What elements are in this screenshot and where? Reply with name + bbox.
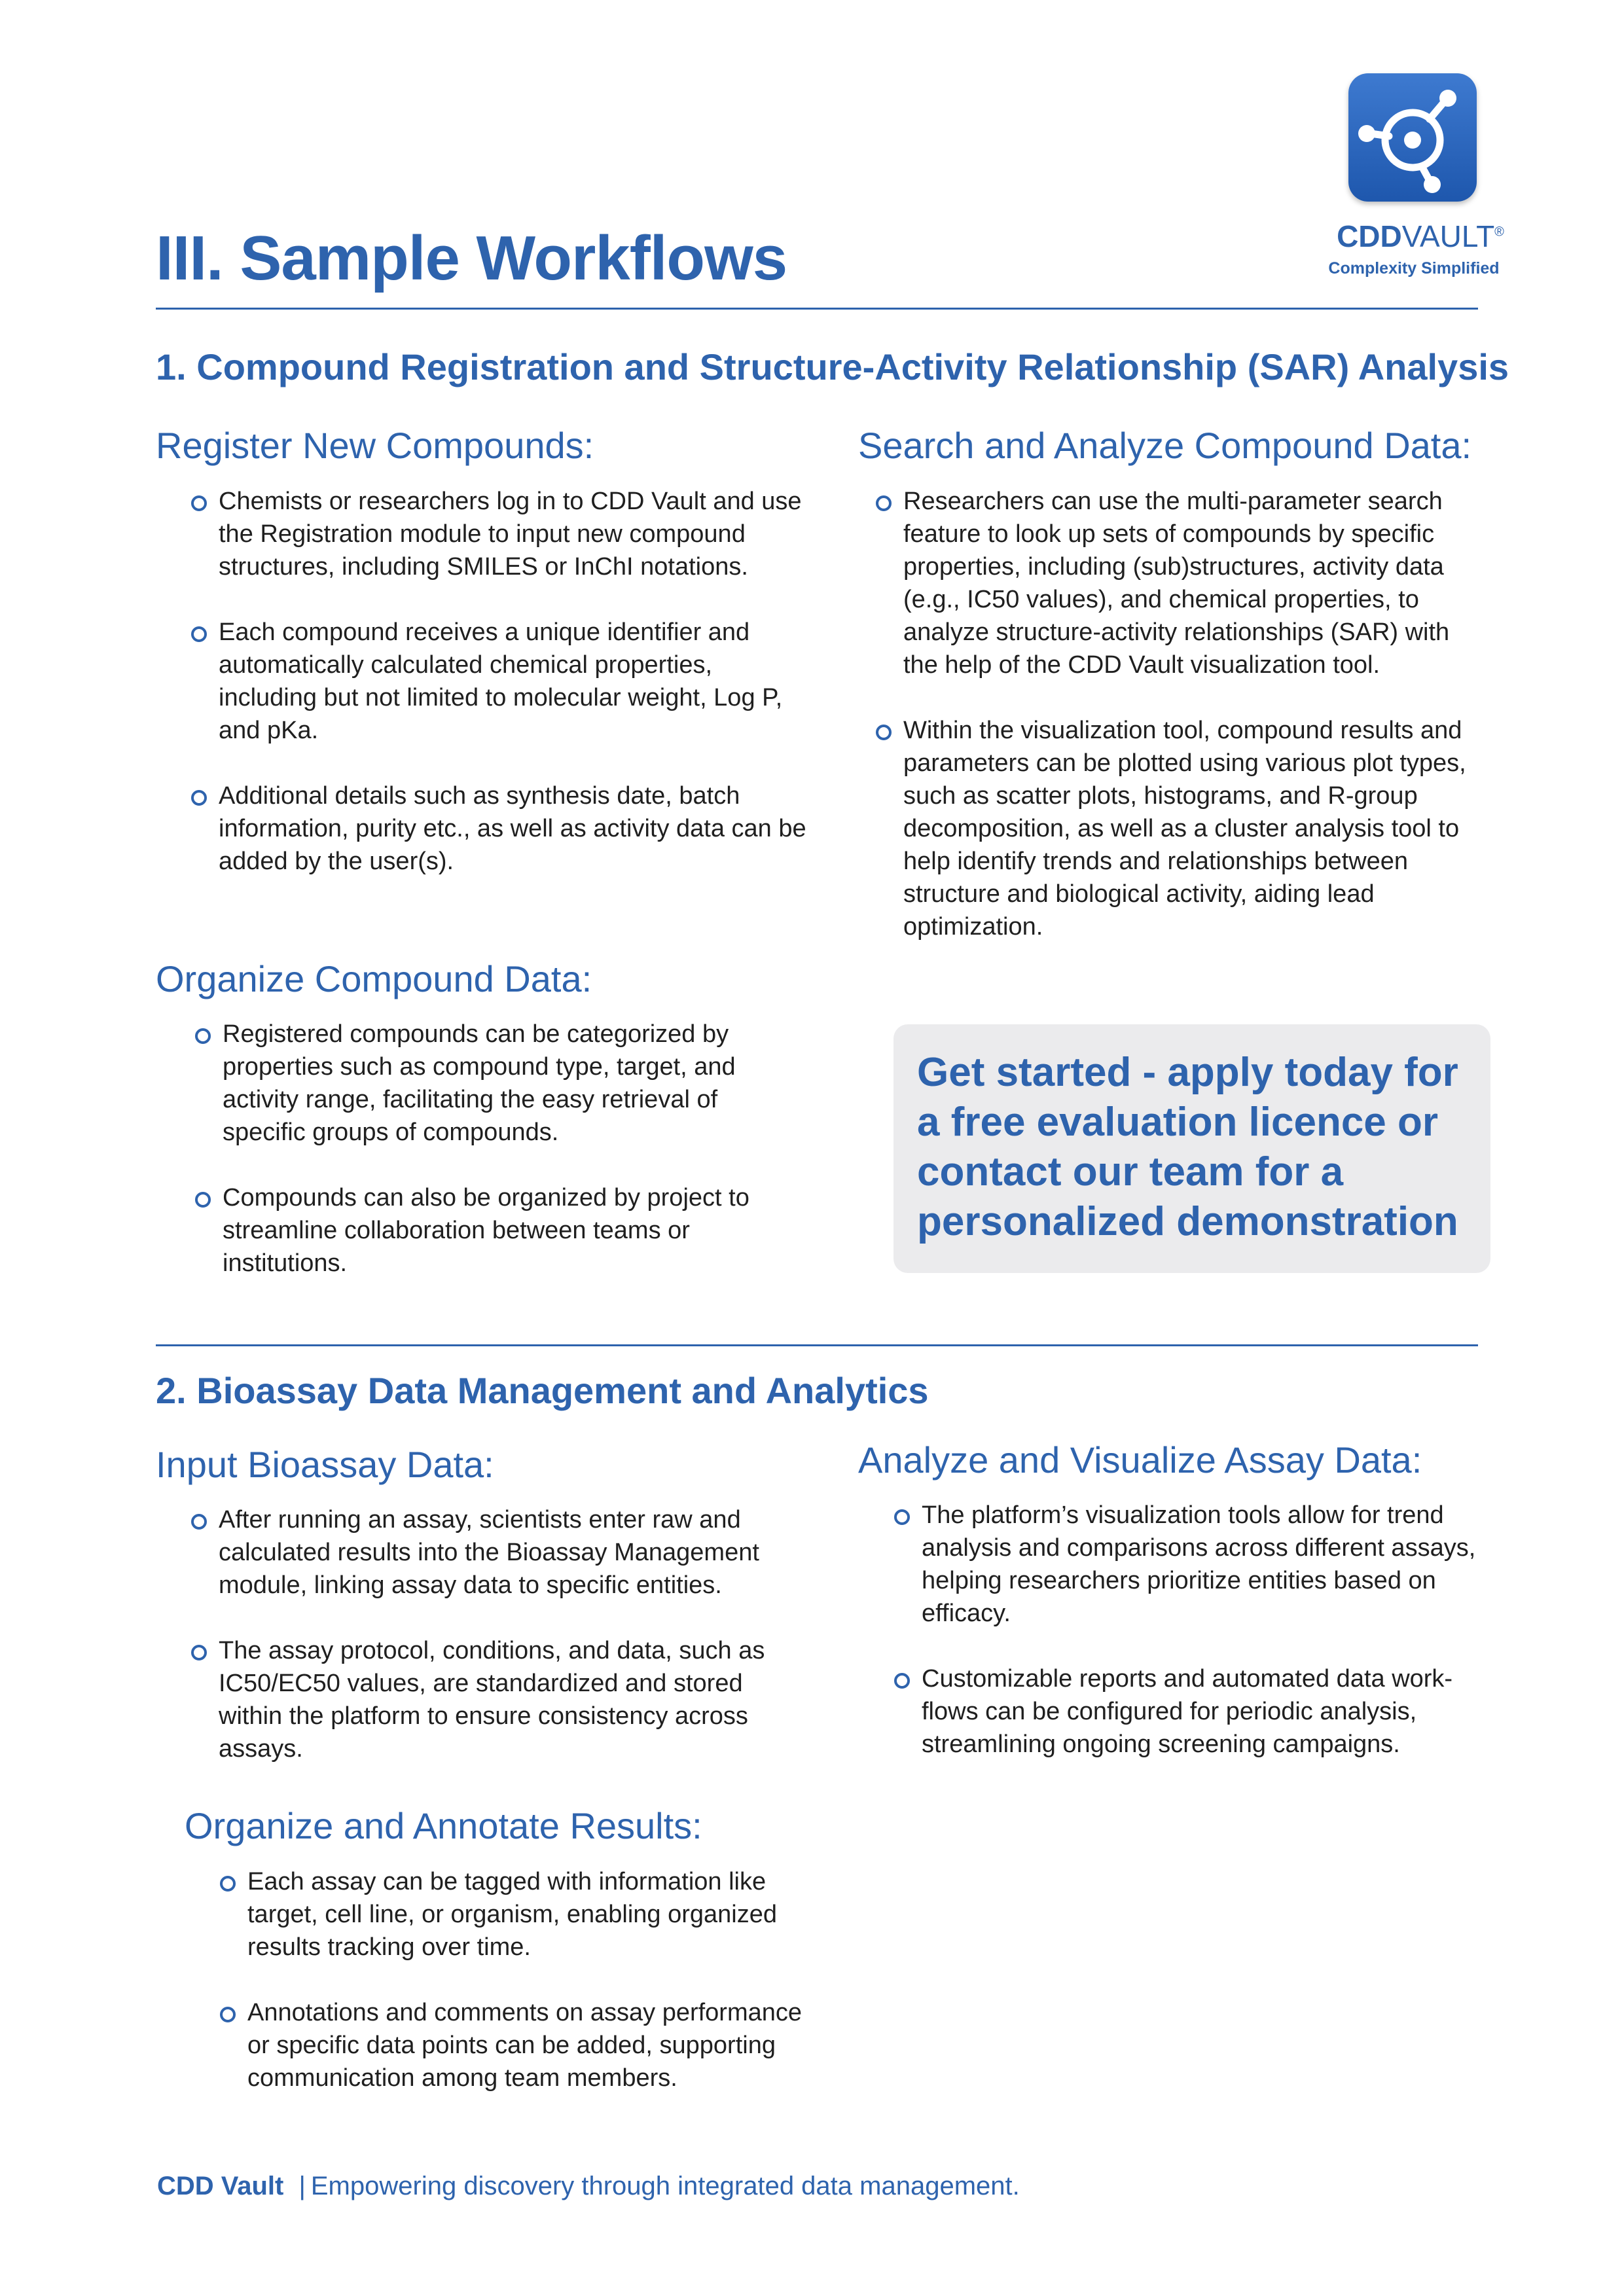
logo-brand-rest: VAULT [1401,219,1495,253]
logo-wordmark [1316,219,1525,254]
cdd-vault-logo [1316,73,1519,283]
search-list [903,485,1486,943]
list-item-text: Registered compounds can be categorized by properties such as compound type, target, and activity range, facilitating the easy retrieval of specific groups of compounds. [223,1020,736,1146]
list-item [223,1018,799,1149]
list-item [219,780,808,878]
page-title: III. Sample Workflows [156,223,787,293]
list-item [903,714,1486,943]
input-list [219,1503,801,1765]
footer-brand: CDD Vault [157,2172,284,2200]
header-divider [156,308,1478,310]
analyze-list [922,1499,1498,1761]
list-item-text: Researchers can use the multi-parameter search feature to look up sets of compounds by specific properties, including (sub)structures, activity data (e.g., IC50 values), and chemical properties, to analyze structure-activity relationships (SAR) with the help of the CDD Vault visualization tool. [903,488,1450,679]
list-item-text: Within the visualization tool, compound results and parameters can be plotted using various plot types, such as scatter plots, histograms, and R-group decomposition, as well as a cluster analysis tool to help identify trends and relationships between structure and biological activity, aiding lead optimization. [903,717,1466,941]
bullet-icon [191,626,207,642]
list-item-text: After running an assay, scientists enter raw and calculated results into the Bioassay Management module, linking assay data to specific entities. [219,1506,759,1599]
list-item [247,1865,830,1964]
cdd-vault-logo-icon [1348,73,1477,202]
list-item [922,1499,1498,1630]
list-item [219,1634,801,1765]
bullet-icon [191,1645,207,1660]
bullet-icon [191,495,207,511]
logo-registered: ® [1494,224,1504,240]
bullet-icon [894,1673,910,1689]
bullet-icon [894,1509,910,1525]
annotate-heading: Organize and Annotate Results: [185,1805,702,1846]
list-item-text: The platform’s visualization tools allow for trend analysis and comparisons across different assays, helping researchers prioritize entities based on efficacy. [922,1501,1476,1627]
bullet-icon [876,725,892,740]
register-list [219,485,808,878]
section-divider [156,1344,1478,1346]
register-heading: Register New Compounds: [156,425,594,466]
section-1-title: 1. Compound Registration and Structure-Activity Relationship (SAR) Analysis [156,346,1509,387]
list-item [247,1996,830,2094]
organize-list [223,1018,799,1280]
list-item-text: Additional details such as synthesis date, batch information, purity etc., as well as activity data can be added by the user(s). [219,782,806,875]
bullet-icon [195,1028,211,1044]
list-item-text: The assay protocol, conditions, and data, such as IC50/EC50 values, are standardized and stored within the platform to ensure consistency across assays. [219,1637,765,1763]
list-item [219,485,808,583]
input-heading: Input Bioassay Data: [156,1444,494,1485]
organize-heading: Organize Compound Data: [156,958,592,999]
bullet-icon [191,1514,207,1530]
list-item-text: Chemists or researchers log in to CDD Vault and use the Registration module to input new compound structures, including SMILES or InChI notations. [219,488,802,581]
list-item-text: Each compound receives a unique identifier and automatically calculated chemical properties, including but not limited to molecular weight, Log P, and pKa. [219,619,783,744]
bullet-icon [191,790,207,806]
search-heading: Search and Analyze Compound Data: [858,425,1472,466]
list-item [922,1662,1498,1761]
footer-tagline: Empowering discovery through integrated data management. [310,2172,1020,2200]
call-to-action-box[interactable] [893,1024,1490,1273]
list-item [903,485,1486,681]
annotate-list [247,1865,830,2094]
list-item [223,1181,799,1280]
footer [157,2172,1020,2201]
call-to-action-text: Get started - apply today for a free evaluation licence or contact our team for a personalized demonstration [917,1050,1458,1244]
section-2-title: 2. Bioassay Data Management and Analytics [156,1370,929,1411]
list-item-text: Annotations and comments on assay performance or specific data points can be added, supporting communication among team members. [247,1999,803,2092]
list-item [219,1503,801,1602]
list-item-text: Each assay can be tagged with information like target, cell line, or organism, enabling organized results tracking over time. [247,1868,778,1961]
analyze-heading: Analyze and Visualize Assay Data: [858,1439,1422,1480]
list-item-text: Compounds can also be organized by project to streamline collaboration between teams or institutions. [223,1184,749,1277]
bullet-icon [876,495,892,511]
list-item [219,616,808,747]
logo-brand-strong: CDD [1337,219,1402,253]
bullet-icon [220,1876,236,1892]
footer-separator: | [298,2172,306,2200]
bullet-icon [220,2007,236,2022]
list-item-text: Customizable reports and automated data work-flows can be configured for periodic analysis, streamlining ongoing screening campaigns. [922,1665,1453,1758]
bullet-icon [195,1192,211,1208]
logo-tagline: Complexity Simplified [1328,259,1500,278]
